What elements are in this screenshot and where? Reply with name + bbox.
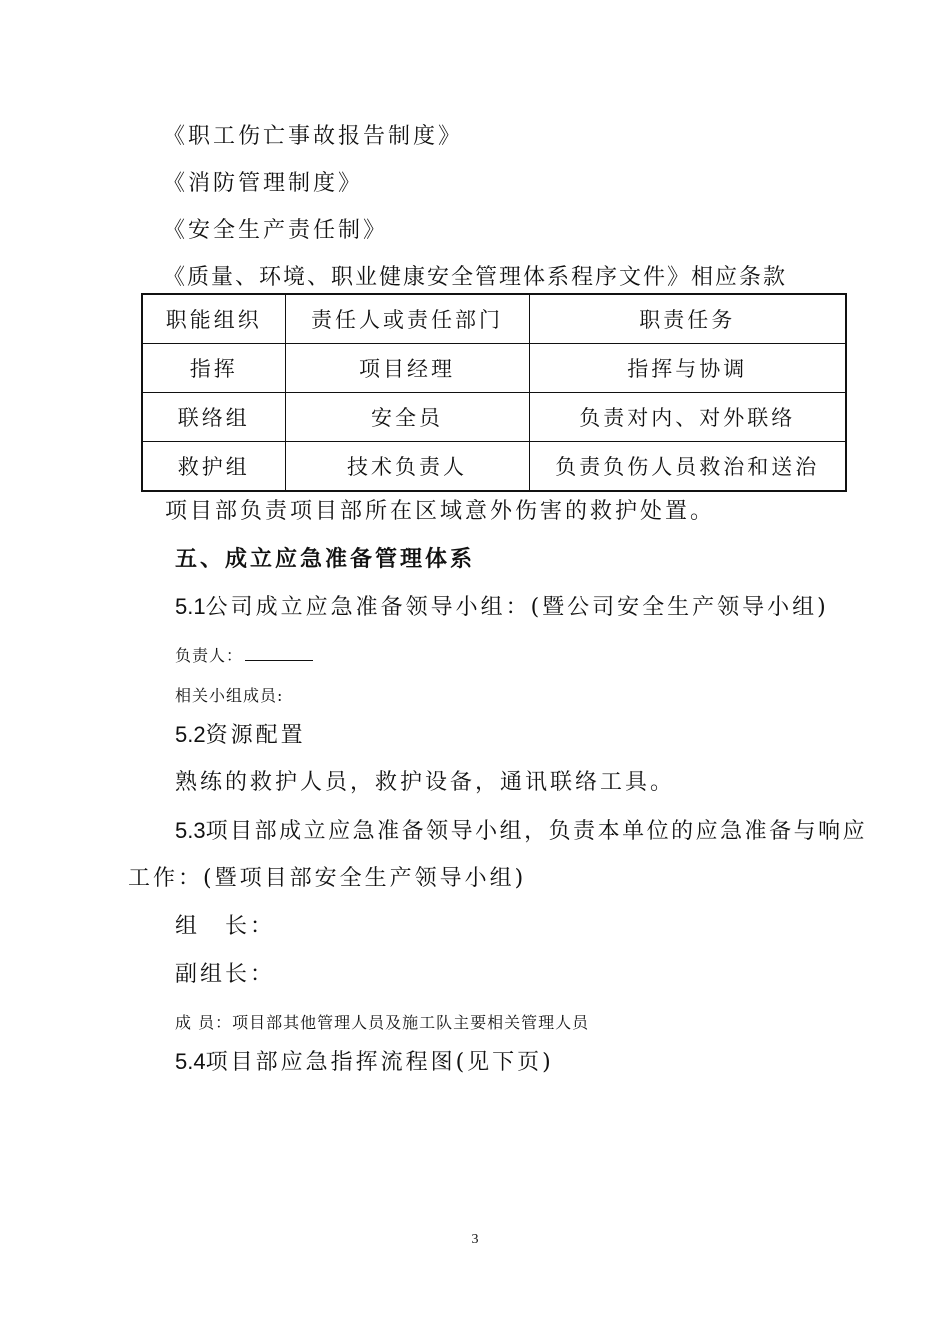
leader-blank: [245, 642, 313, 661]
table-cell: 负责对内、对外联络: [529, 393, 846, 442]
deputy-leader-label: 副组长：: [175, 962, 276, 987]
resources-paragraph: 熟练的救护人员，救护设备，通讯联络工具。: [175, 770, 676, 795]
subsection-5-1: [175, 592, 829, 623]
table-cell: 指挥与协调: [529, 344, 846, 393]
subsection-text: 项目部应急指挥流程图(见下页): [205, 1050, 554, 1075]
reference-doc-1: 《职工伤亡事故报告制度》: [163, 124, 464, 149]
duty-table: [141, 293, 847, 492]
table-cell: 负责负伤人员救治和送治: [529, 442, 846, 492]
table-cell: 救护组: [142, 442, 285, 492]
subsection-number: 5.4: [175, 1049, 206, 1074]
subsection-number: 5.3: [175, 818, 206, 843]
table-row: [142, 393, 846, 442]
subsection-text: 公司成立应急准备领导小组：(暨公司安全生产领导小组): [205, 595, 829, 620]
subsection-text: 资源配置: [205, 723, 306, 748]
after-table-paragraph: 项目部负责项目部所在区域意外伤害的救护处置。: [165, 499, 716, 524]
page-number: 3: [471, 1232, 479, 1247]
leader-line: [175, 641, 313, 671]
subsection-number: 5.2: [175, 722, 206, 747]
group-leader-label: 组 长：: [175, 914, 276, 939]
table-header-cell: 职能组织: [142, 294, 285, 344]
table-cell: 项目经理: [285, 344, 529, 393]
reference-doc-2: 《消防管理制度》: [163, 171, 364, 196]
table-header-cell: 责任人或责任部门: [285, 294, 529, 344]
subsection-5-3: [175, 816, 867, 847]
members-line: 成 员：项目部其他管理人员及施工队主要相关管理人员: [175, 1013, 590, 1032]
members-label: 相关小组成员:: [175, 686, 284, 705]
subsection-5-3-continued: 工作：(暨项目部安全生产领导小组): [128, 866, 527, 891]
subsection-text: 项目部成立应急准备领导小组，负责本单位的应急准备与响应: [205, 819, 868, 844]
table-row: [142, 344, 846, 393]
reference-doc-4: 《质量、环境、职业健康安全管理体系程序文件》相应条款: [163, 265, 788, 290]
table-cell: 指挥: [142, 344, 285, 393]
subsection-5-4: [175, 1047, 554, 1078]
subsection-number: 5.1: [175, 594, 206, 619]
reference-doc-3: 《安全生产责任制》: [163, 218, 389, 243]
subsection-5-2: [175, 720, 306, 751]
table-row: [142, 442, 846, 492]
leader-label: 负责人：: [175, 646, 244, 665]
table-header-row: [142, 294, 846, 344]
table-header-cell: 职责任务: [529, 294, 846, 344]
table-cell: 安全员: [285, 393, 529, 442]
table-cell: 联络组: [142, 393, 285, 442]
table-cell: 技术负责人: [285, 442, 529, 492]
section-title: 五、成立应急准备管理体系: [175, 546, 476, 572]
